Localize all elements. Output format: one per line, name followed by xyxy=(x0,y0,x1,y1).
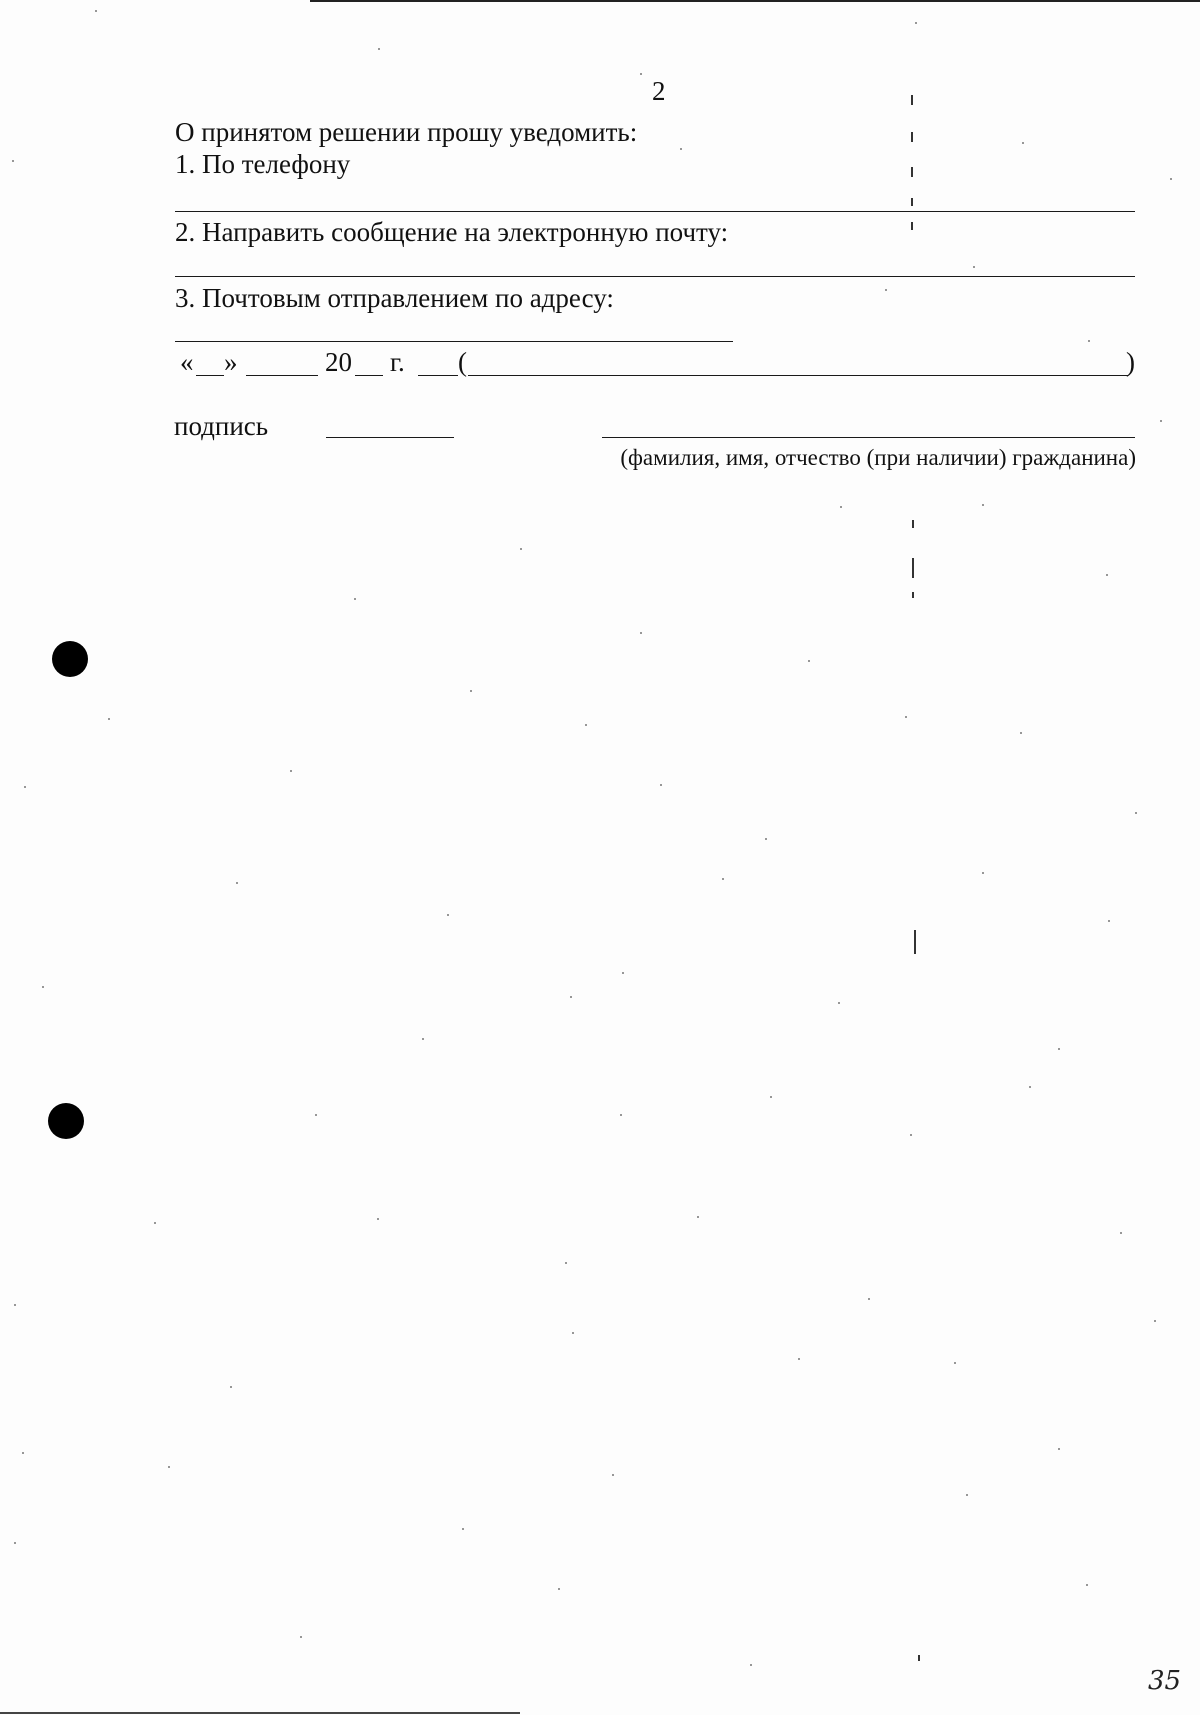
scan-bottom-edge xyxy=(0,1712,520,1714)
signature-label: подпись xyxy=(174,411,269,441)
option-post: 3. Почтовым отправлением по адресу: xyxy=(175,283,614,313)
phone-fill-line xyxy=(175,211,1135,212)
date-quote-close: » xyxy=(224,347,238,377)
punch-hole-upper xyxy=(52,641,88,677)
month-fill-line xyxy=(246,375,318,376)
option-email: 2. Направить сообщение на электронную почту: xyxy=(175,217,729,247)
signature-fill-line xyxy=(326,437,454,438)
address-fill-line xyxy=(175,341,733,342)
paren-open: ( xyxy=(458,347,467,377)
email-fill-line xyxy=(175,276,1135,277)
pre-paren-fill-line xyxy=(418,375,458,376)
year-suffix: г. xyxy=(390,347,405,377)
fio-caption: (фамилия, имя, отчество (при наличии) гражданина) xyxy=(620,445,1136,470)
punch-hole-lower xyxy=(48,1103,84,1139)
sheet-number-mark: 35 xyxy=(1148,1666,1182,1696)
scan-top-edge xyxy=(310,0,1200,2)
date-quote-open: « xyxy=(180,347,194,377)
year-prefix: 20 xyxy=(325,347,352,377)
notify-heading: О принятом решении прошу уведомить: xyxy=(175,117,638,147)
year-fill-line xyxy=(355,375,383,376)
option-phone: 1. По телефону xyxy=(175,149,351,179)
day-fill-line xyxy=(196,375,224,376)
fio-fill-line xyxy=(602,437,1135,438)
page-number: 2 xyxy=(652,76,666,106)
paren-fill-line xyxy=(468,375,1128,376)
paren-close: ) xyxy=(1126,347,1135,377)
